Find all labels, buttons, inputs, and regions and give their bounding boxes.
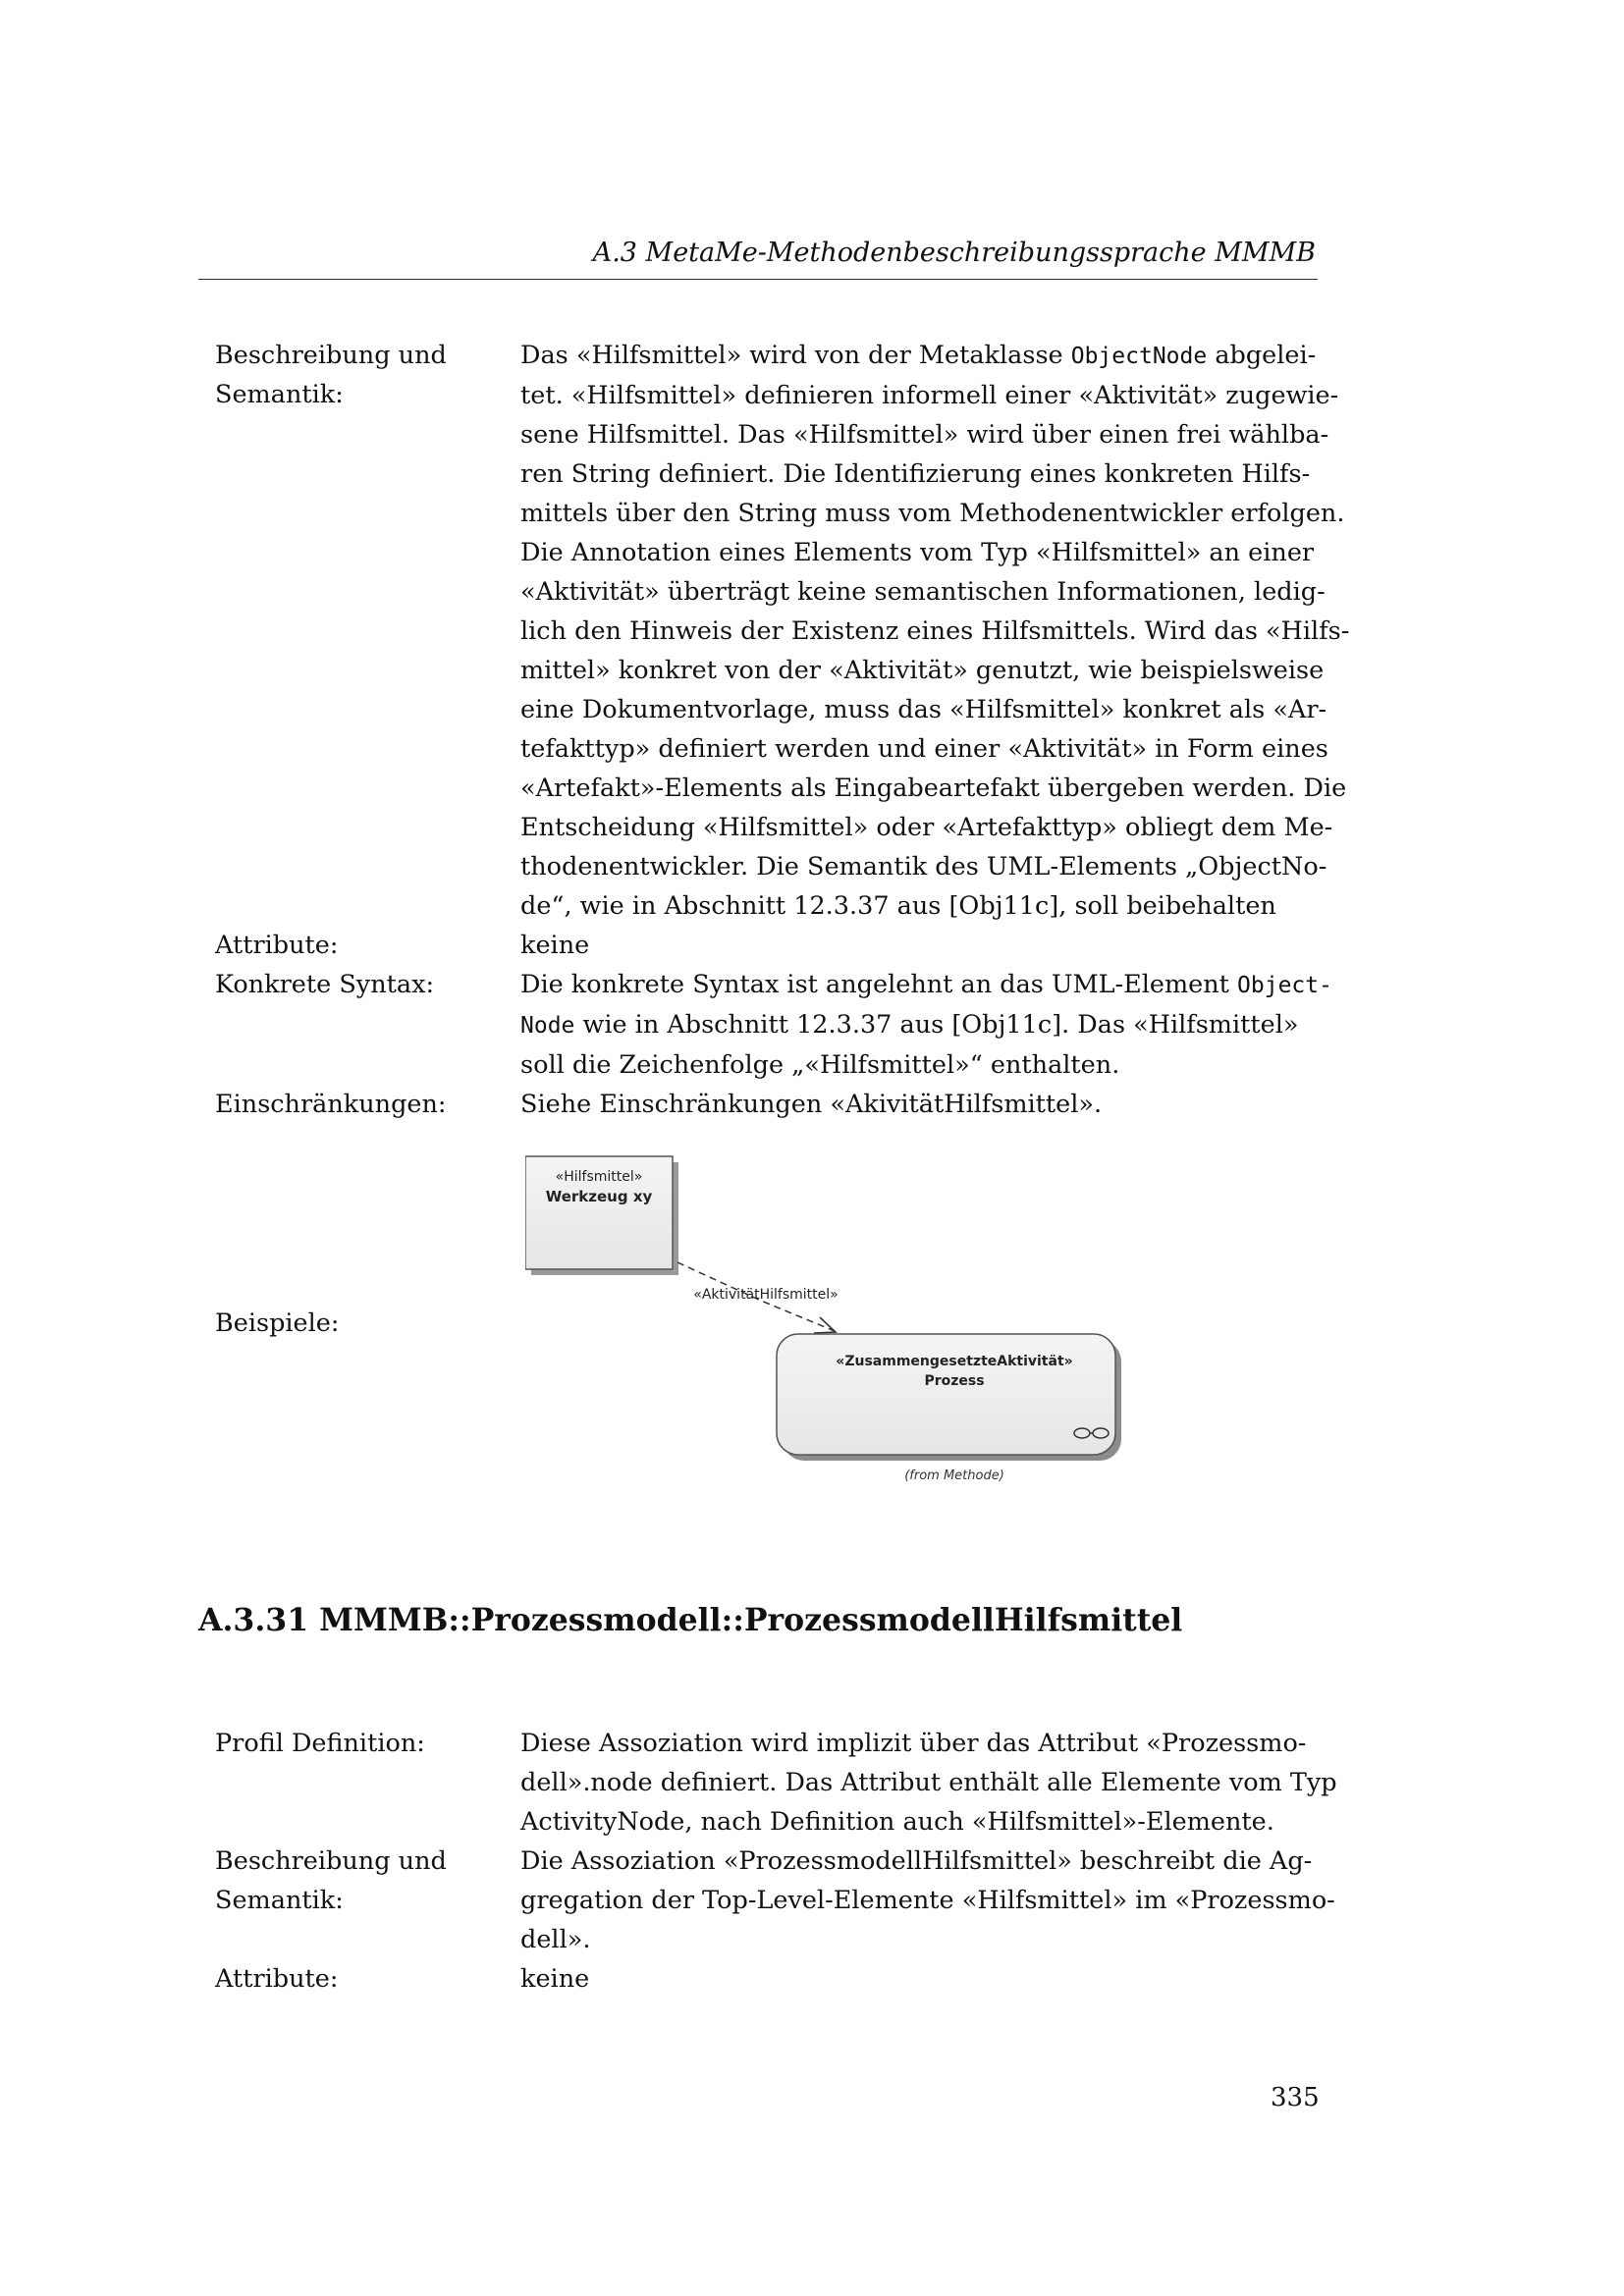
text-line: Entscheidung «Hilfsmittel» oder «Artefakttyp» obliegt dem Me- xyxy=(520,813,1333,842)
text-line: Diese Assoziation wird implizit über das Attribut «Prozessmo- xyxy=(520,1729,1307,1758)
text-line: Die Assoziation «ProzessmodellHilfsmittel» beschreibt die Ag- xyxy=(520,1846,1313,1876)
text-line: Die Annotation eines Elements vom Typ «Hilfsmittel» an einer xyxy=(520,538,1315,567)
hilfsmittel-node xyxy=(525,1156,678,1275)
text-line: ren String definiert. Die Identifizierung eines konkreten Hilfs- xyxy=(520,459,1311,489)
row-konkrete-syntax xyxy=(215,965,1344,1085)
label-konkrete-syntax: Konkrete Syntax: xyxy=(215,970,435,999)
definition-table-prozessmodellhilfsmittel xyxy=(215,1724,1344,1999)
text-line: «Aktivität» überträgt keine semantischen Informationen, ledig- xyxy=(520,577,1326,607)
row-attribute xyxy=(215,926,1344,965)
text-line: ActivityNode, nach Definition auch «Hilfsmittel»-Elemente. xyxy=(520,1807,1274,1837)
row-beschreibung xyxy=(215,336,1350,926)
label-attribute-2: Attribute: xyxy=(215,1964,339,1994)
label-einschraenkungen: Einschränkungen: xyxy=(215,1090,447,1119)
text-line: dell». xyxy=(520,1925,591,1954)
text-line: lich den Hinweis der Existenz eines Hilfsmittels. Wird das «Hilfs- xyxy=(520,616,1350,646)
text-line: mittels über den String muss vom Methodenentwickler erfolgen. xyxy=(520,499,1345,528)
label-beispiele: Beispiele: xyxy=(215,1308,340,1338)
running-title: A.3 MetaMe-Methodenbeschreibungssprache MMMB xyxy=(592,238,1316,268)
aktivitaet-hilfsmittel-dependency xyxy=(677,1262,839,1333)
hilfsmittel-stereotype: «Hilfsmittel» xyxy=(555,1169,643,1185)
value-profil-definition xyxy=(520,1724,1340,1842)
text-line: «Artefakt»-Elements als Eingabeartefakt übergeben werden. Die xyxy=(520,774,1347,803)
zusammengesetzte-aktivitaet-node xyxy=(777,1334,1121,1461)
text-line: tefakttyp» definiert werden und einer «Aktivität» in Form eines xyxy=(520,734,1328,764)
text-line: Node wie in Abschnitt 12.3.37 aus [Obj11c]. Das «Hilfsmittel» xyxy=(520,1010,1299,1040)
label-beschreibung-2: Beschreibung und Semantik: xyxy=(215,1846,447,1915)
value-einschraenkungen: Siehe Einschränkungen «AkivitätHilfsmittel». xyxy=(520,1090,1103,1119)
association-label: «AktivitätHilfsmittel» xyxy=(693,1287,839,1303)
label-profil-definition: Profil Definition: xyxy=(215,1729,425,1758)
text-line: sene Hilfsmittel. Das «Hilfsmittel» wird über einen frei wählba- xyxy=(520,420,1329,450)
value-beschreibung-2 xyxy=(520,1842,1340,1959)
text-line: gregation der Top-Level-Elemente «Hilfsmittel» im «Prozessmo- xyxy=(520,1886,1335,1915)
value-beschreibung xyxy=(520,336,1350,926)
uml-example-diagram xyxy=(525,1148,1154,1492)
from-methode-note: (from Methode) xyxy=(904,1468,1004,1483)
value-attribute-2: keine xyxy=(520,1964,590,1994)
row-einschraenkungen xyxy=(215,1085,1344,1124)
row-attribute-2 xyxy=(215,1959,1344,1999)
value-konkrete-syntax xyxy=(520,965,1340,1085)
hilfsmittel-name: Werkzeug xy xyxy=(545,1188,653,1205)
text-line: eine Dokumentvorlage, muss das «Hilfsmittel» konkret als «Ar- xyxy=(520,695,1327,724)
value-attribute: keine xyxy=(520,931,590,960)
text-line: Die konkrete Syntax ist angelehnt an das UML-Element Object- xyxy=(520,970,1332,999)
text-line: thodenentwickler. Die Semantik des UML-Elements „ObjectNo- xyxy=(520,852,1327,881)
text-line: mittel» konkret von der «Aktivität» genutzt, wie beispielsweise xyxy=(520,656,1325,685)
text-line: Das «Hilfsmittel» wird von der Metaklasse ObjectNode abgelei- xyxy=(520,341,1317,370)
text-line: de“, wie in Abschnitt 12.3.37 aus [Obj11c], soll beibehalten xyxy=(520,891,1276,921)
text-line: tet. «Hilfsmittel» definieren informell einer «Aktivität» zugewie- xyxy=(520,381,1339,410)
page-number: 335 xyxy=(1271,2083,1320,2112)
running-header xyxy=(198,238,1318,280)
text-line: dell».node definiert. Das Attribut enthält alle Elemente vom Typ xyxy=(520,1768,1337,1797)
activity-stereotype: «ZusammengesetzteAktivität» xyxy=(836,1354,1073,1369)
activity-name: Prozess xyxy=(924,1373,985,1389)
row-beschreibung-2 xyxy=(215,1842,1344,1959)
definition-table-hilfsmittel xyxy=(215,336,1350,1124)
text-line: soll die Zeichenfolge „«Hilfsmittel»“ enthalten. xyxy=(520,1050,1120,1080)
section-heading: A.3.31 MMMB::Prozessmodell::ProzessmodellHilfsmittel xyxy=(198,1602,1183,1638)
label-attribute: Attribute: xyxy=(215,931,339,960)
row-profil-definition xyxy=(215,1724,1344,1842)
label-beschreibung: Beschreibung und Semantik: xyxy=(215,341,447,409)
